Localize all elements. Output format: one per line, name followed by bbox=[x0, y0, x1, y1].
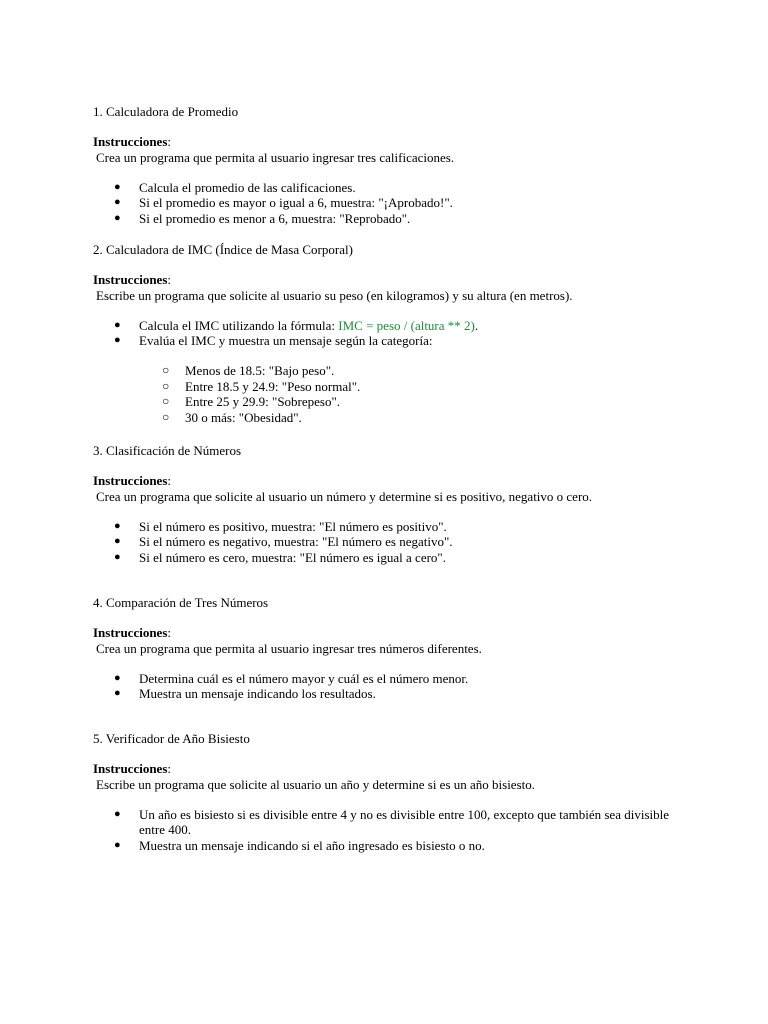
instructions-label: Instrucciones bbox=[93, 473, 168, 488]
instructions-description: Escribe un programa que solicite al usuario su peso (en kilogramos) y su altura (en metros). bbox=[96, 287, 573, 303]
bullet-dot-icon: ● bbox=[114, 671, 121, 684]
list-item bbox=[93, 318, 693, 334]
instructions-heading bbox=[93, 473, 693, 489]
bullet-dot-icon: ● bbox=[114, 211, 121, 224]
sub-list-item: ○ Menos de 18.5: "Bajo peso". bbox=[162, 363, 335, 378]
list-item: ● Determina cuál es el número mayor y cuál es el número menor. bbox=[114, 670, 469, 686]
section-clasificacion bbox=[93, 443, 693, 565]
bullet-circle-icon: ○ bbox=[162, 394, 170, 408]
list-item: ● Si el número es negativo, muestra: "El número es negativo". bbox=[114, 534, 453, 549]
instructions-label: Instrucciones bbox=[93, 134, 168, 149]
bullet-dot-icon: ● bbox=[114, 196, 121, 208]
instructions-colon: : bbox=[167, 625, 172, 640]
bullet-dot-icon: ● bbox=[114, 535, 121, 547]
bullet-circle-icon: ○ bbox=[162, 409, 170, 424]
imc-formula: IMC = peso / (altura ** 2) bbox=[338, 317, 475, 333]
bullet-dot-icon: ● bbox=[114, 180, 121, 193]
bullet-dot-icon: ● bbox=[114, 519, 121, 532]
list-item: ● Si el promedio es mayor o igual a 6, muestra: "¡Aprobado!". bbox=[114, 195, 453, 210]
sub-list-item: ○ 30 o más: "Obesidad". bbox=[162, 409, 302, 425]
instructions-description: Escribe un programa que solicite al usuario un año y determine si es un año bisiesto. bbox=[96, 776, 535, 792]
section-title: 4. Comparación de Tres Números bbox=[93, 595, 269, 610]
formula-suffix: . bbox=[474, 317, 479, 333]
sub-list-item: ○ Entre 18.5 y 24.9: "Peso normal". bbox=[162, 378, 361, 394]
instructions-heading bbox=[93, 134, 693, 150]
list-item: ● Si el número es cero, muestra: "El número es igual a cero". bbox=[114, 549, 446, 565]
bullet-circle-icon: ○ bbox=[162, 378, 170, 393]
instructions-label: Instrucciones bbox=[93, 761, 168, 776]
instructions-heading bbox=[93, 761, 693, 777]
sub-list-item: ○ Entre 25 y 29.9: "Sobrepeso". bbox=[162, 394, 341, 409]
section-promedio bbox=[93, 104, 693, 226]
bullet-circle-icon: ○ bbox=[162, 363, 170, 377]
instructions-colon: : bbox=[167, 761, 172, 776]
formula-prefix: Calcula el IMC utilizando la fórmula: bbox=[139, 317, 339, 333]
section-title: 1. Calculadora de Promedio bbox=[93, 104, 239, 119]
bullet-dot-icon: ● bbox=[114, 318, 121, 331]
list-item: ● Si el promedio es menor a 6, muestra: "Reprobado". bbox=[114, 210, 411, 226]
instructions-description: Crea un programa que permita al usuario ingresar tres calificaciones. bbox=[96, 149, 455, 165]
list-item: ● Evalúa el IMC y muestra un mensaje según la categoría: bbox=[114, 333, 433, 348]
instructions-label: Instrucciones bbox=[93, 272, 168, 287]
bullet-dot-icon: ● bbox=[114, 334, 121, 346]
section-bisiesto bbox=[93, 731, 693, 853]
section-imc bbox=[93, 242, 693, 425]
instructions-label: Instrucciones bbox=[93, 625, 168, 640]
list-item: ● Si el número es positivo, muestra: "El número es positivo". bbox=[114, 518, 447, 534]
list-item: ● Calcula el promedio de las calificaciones. bbox=[114, 179, 356, 195]
instructions-colon: : bbox=[167, 134, 172, 149]
section-comparacion bbox=[93, 595, 693, 702]
bullet-dot-icon: ● bbox=[114, 550, 121, 563]
instructions-heading bbox=[93, 625, 693, 641]
instructions-colon: : bbox=[167, 272, 172, 287]
bullet-dot-icon: ● bbox=[114, 807, 121, 820]
list-item: ● Muestra un mensaje indicando si el año ingresado es bisiesto o no. bbox=[114, 837, 485, 853]
instructions-heading bbox=[93, 272, 693, 288]
instructions-colon: : bbox=[167, 473, 172, 488]
section-title: 3. Clasificación de Números bbox=[93, 443, 242, 458]
section-title: 5. Verificador de Año Bisiesto bbox=[93, 731, 250, 746]
list-item: ● Muestra un mensaje indicando los resultados. bbox=[114, 686, 376, 701]
bullet-dot-icon: ● bbox=[114, 687, 121, 699]
instructions-description: Crea un programa que permita al usuario ingresar tres números diferentes. bbox=[96, 640, 482, 656]
list-item: ● Un año es bisiesto si es divisible entre 4 y no es divisible entre 100, excepto que también sea divisible entre 400. bbox=[114, 806, 669, 837]
instructions-description: Crea un programa que solicite al usuario un número y determine si es positivo, negativo o cero. bbox=[96, 488, 593, 504]
section-title: 2. Calculadora de IMC (Índice de Masa Corporal) bbox=[93, 242, 353, 257]
bullet-dot-icon: ● bbox=[114, 838, 121, 851]
